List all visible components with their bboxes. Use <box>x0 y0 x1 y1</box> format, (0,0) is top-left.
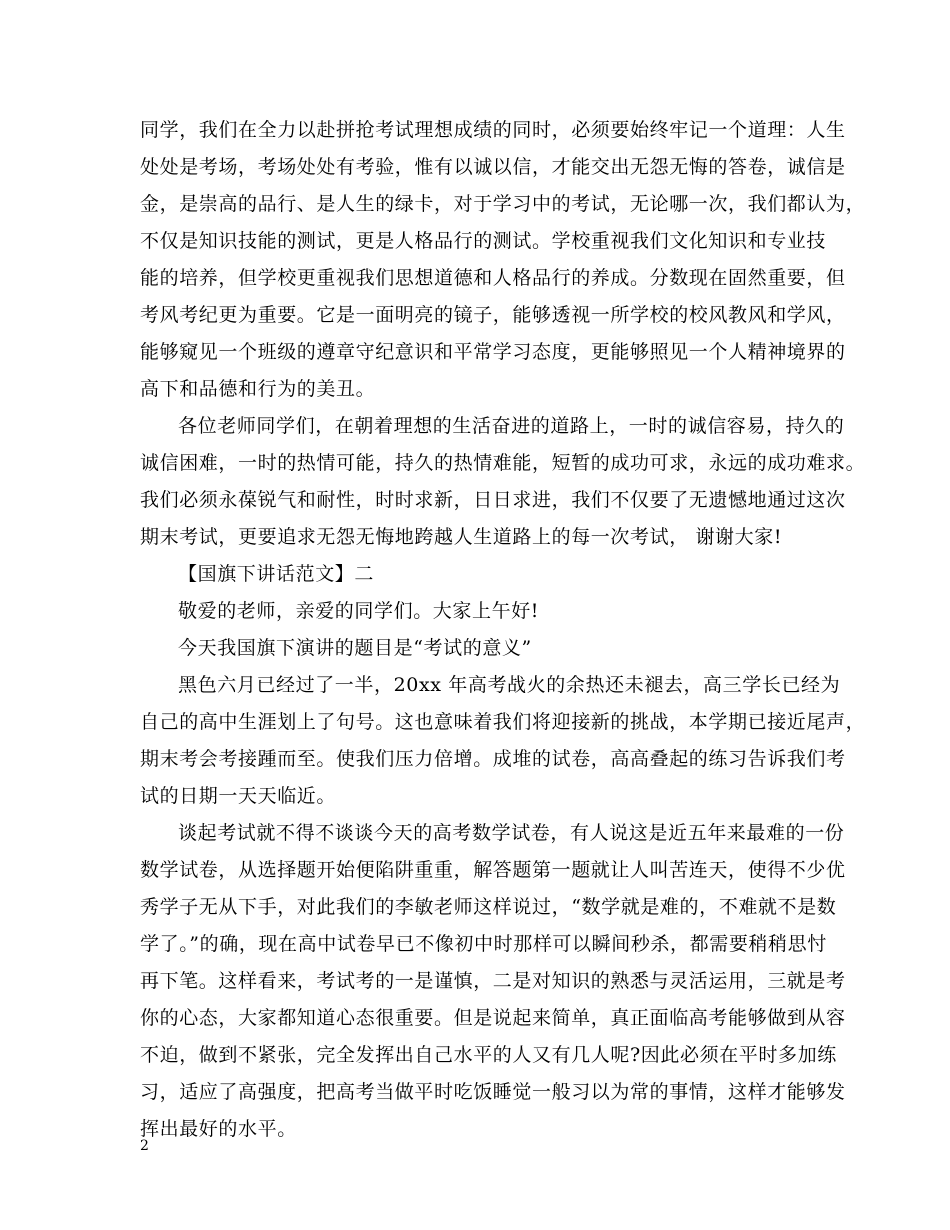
text-line: 诚信困难，一时的热情可能，持久的热情难能，短暂的成功可求，永远的成功难求。 <box>140 452 866 474</box>
text-line: 习，适应了高强度，把高考当做平时吃饭睡觉一般习以为常的事情，这样才能够发 <box>140 1081 846 1103</box>
text-line: 学了。”的确，现在高中试卷早已不像初中时那样可以瞬间秒杀，都需要稍稍思忖 <box>140 933 827 955</box>
text-line: 不迫，做到不紧张，完全发挥出自己水平的人又有几人呢?因此必须在平时多加练 <box>140 1044 837 1066</box>
text-line: 谈起考试就不得不谈谈今天的高考数学试卷，有人说这是近五年来最难的一份 <box>178 822 845 844</box>
text-line: 你的心态，大家都知道心态很重要。但是说起来简单，真正面临高考能够做到从容 <box>140 1007 846 1029</box>
text-line: 处处是考场，考场处处有考验，惟有以诚以信，才能交出无怨无悔的答卷，诚信是 <box>140 156 846 178</box>
text-line: 再下笔。这样看来，考试考的一是谨慎，二是对知识的熟悉与灵活运用，三就是考 <box>140 970 846 992</box>
text-line: 数学试卷，从选择题开始便陷阱重重，解答题第一题就让人叫苦连天，使得不少优 <box>140 859 846 881</box>
text-line: 我们必须永葆锐气和耐性，时时求新，日日求进，我们不仅要了无遗憾地通过这次 <box>140 489 846 511</box>
text-line: 试的日期一天天临近。 <box>140 785 337 807</box>
text-line: 秀学子无从下手，对此我们的李敏老师这样说过，“数学就是难的，不难就不是数 <box>140 896 837 918</box>
text-line: 敬爱的老师，亲爱的同学们。大家上午好! <box>178 600 540 622</box>
text-line: 期末考会考接踵而至。使我们压力倍增。成堆的试卷，高高叠起的练习告诉我们考 <box>140 748 846 770</box>
page-number: 2 <box>140 1138 149 1154</box>
text-line: 黑色六月已经过了一半，20xx 年高考战火的余热还未褪去，高三学长已经为 <box>178 674 841 696</box>
text-line: 不仅是知识技能的测试，更是人格品行的测试。学校重视我们文化知识和专业技 <box>140 230 827 252</box>
text-line: 能够窥见一个班级的遵章守纪意识和平常学习态度，更能够照见一个人精神境界的 <box>140 341 846 363</box>
text-line: 高下和品德和行为的美丑。 <box>140 378 376 400</box>
text-line: 期末考试，更要追求无怨无悔地跨越人生道路上的每一次考试， 谢谢大家! <box>140 526 783 548</box>
text-line: 今天我国旗下演讲的题目是“考试的意义” <box>178 637 532 659</box>
text-line: 金，是崇高的品行、是人生的绿卡，对于学习中的考试，无论哪一次，我们都认为， <box>140 193 866 215</box>
text-line: 同学，我们在全力以赴拼抢考试理想成绩的同时，必须要始终牢记一个道理：人生 <box>140 119 846 141</box>
text-line: 各位老师同学们，在朝着理想的生活奋进的道路上，一时的诚信容易，持久的 <box>178 415 845 437</box>
text-line: 挥出最好的水平。 <box>140 1118 297 1140</box>
text-line: 考风考纪更为重要。它是一面明亮的镜子，能够透视一所学校的校风教风和学风， <box>140 304 846 326</box>
text-line: 能的培养，但学校更重视我们思想道德和人格品行的养成。分数现在固然重要，但 <box>140 267 846 289</box>
section-heading: 【国旗下讲话范文】二 <box>178 563 375 585</box>
text-line: 自己的高中生涯划上了句号。这也意味着我们将迎接新的挑战，本学期已接近尾声， <box>140 711 866 733</box>
